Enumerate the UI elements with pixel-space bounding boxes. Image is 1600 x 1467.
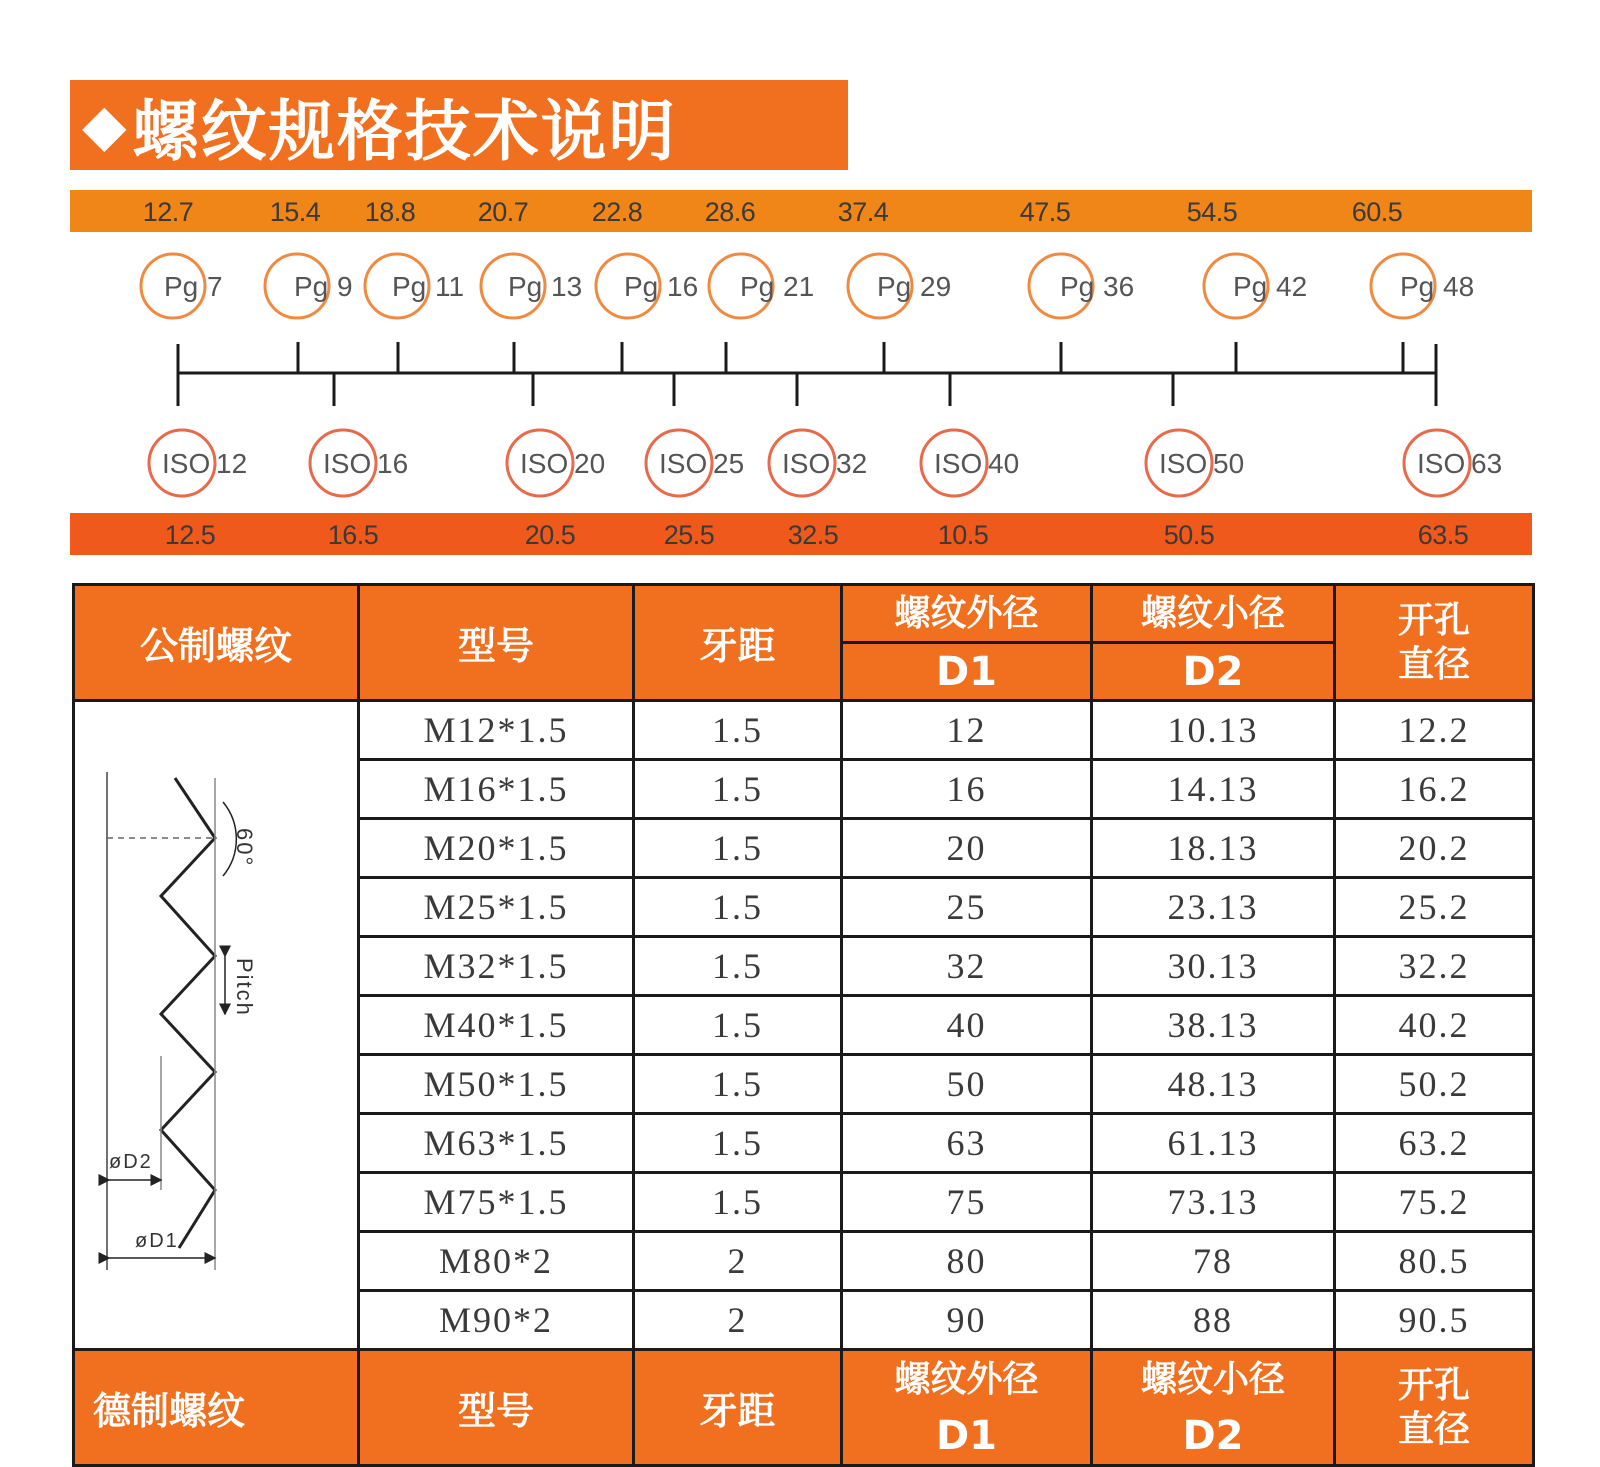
pg-model-header: 型号: [359, 1350, 634, 1466]
pg-label: Pg: [508, 271, 543, 302]
angle-label: 60°: [232, 828, 257, 868]
inner-diameter-cell: 14.13: [1092, 760, 1335, 819]
hole-diameter-cell: 25.2: [1335, 878, 1534, 937]
iso-number: 50: [1213, 448, 1245, 479]
iso-diameter-value: 32.5: [787, 520, 839, 550]
inner-diameter-cell: 61.13: [1092, 1114, 1335, 1173]
inner-diameter-cell: 48.13: [1092, 1055, 1335, 1114]
outer-diameter-header: 螺纹外径: [842, 585, 1092, 643]
iso-number: 16: [377, 448, 409, 479]
outer-diameter-cell: 25: [842, 878, 1092, 937]
pitch-cell: 1.5: [634, 996, 842, 1055]
pg-number: 11: [435, 271, 465, 302]
pg-number: 36: [1103, 271, 1135, 302]
pg-number: 29: [920, 271, 952, 302]
pitch-label: Pitch: [232, 958, 257, 1017]
model-cell: M63*1.5: [359, 1114, 634, 1173]
pg-label: Pg: [624, 271, 659, 302]
pg-number: 9: [337, 271, 353, 302]
model-cell: M50*1.5: [359, 1055, 634, 1114]
pg-inner-diameter-header: 螺纹小径: [1092, 1350, 1335, 1408]
pg-label: Pg: [877, 271, 912, 302]
iso-number: 40: [988, 448, 1020, 479]
inner-diameter-cell: 30.13: [1092, 937, 1335, 996]
outer-diameter-cell: 63: [842, 1114, 1092, 1173]
hole-diameter-cell: 40.2: [1335, 996, 1534, 1055]
iso-diameter-value: 20.5: [524, 520, 576, 550]
iso-diameter-value: 63.5: [1417, 520, 1469, 550]
pg-category-header: 德制螺纹: [74, 1350, 359, 1466]
pitch-cell: 1.5: [634, 937, 842, 996]
iso-label: ISO: [520, 448, 569, 479]
pitch-cell: 1.5: [634, 878, 842, 937]
metric-thread-table: [72, 583, 1535, 1467]
model-cell: M20*1.5: [359, 819, 634, 878]
model-cell: M75*1.5: [359, 1173, 634, 1232]
inner-diameter-header: 螺纹小径: [1092, 585, 1335, 643]
outer-diameter-cell: 12: [842, 701, 1092, 760]
pg-diameter-value: 20.7: [477, 197, 529, 227]
pg-diameter-value: 18.8: [364, 197, 416, 227]
inner-diameter-cell: 78: [1092, 1232, 1335, 1291]
pg-diameter-value: 54.5: [1186, 197, 1238, 227]
pitch-cell: 2: [634, 1232, 842, 1291]
outer-diameter-cell: 20: [842, 819, 1092, 878]
pg-label: Pg: [1060, 271, 1095, 302]
inner-diameter-cell: 18.13: [1092, 819, 1335, 878]
pg-number: 7: [207, 271, 223, 302]
pg-outer-diameter-subheader: D1: [842, 1408, 1092, 1466]
model-header: 型号: [359, 585, 634, 701]
iso-diameter-value: 12.5: [164, 520, 216, 550]
pg-number: 16: [667, 271, 699, 302]
pg-diameter-value: 15.4: [269, 197, 321, 227]
hole-diameter-cell: 75.2: [1335, 1173, 1534, 1232]
inner-diameter-cell: 88: [1092, 1291, 1335, 1350]
pg-diameter-value: 47.5: [1019, 197, 1071, 227]
model-cell: M32*1.5: [359, 937, 634, 996]
pitch-cell: 1.5: [634, 760, 842, 819]
outer-diameter-cell: 80: [842, 1232, 1092, 1291]
model-cell: M90*2: [359, 1291, 634, 1350]
iso-number: 25: [713, 448, 745, 479]
thread-zigzag: [161, 778, 215, 1248]
hole-diameter-cell: 16.2: [1335, 760, 1534, 819]
pg-label: Pg: [294, 271, 329, 302]
iso-diameter-value: 10.5: [937, 520, 989, 550]
pg-hole-header-line2: 直径: [1397, 1408, 1470, 1450]
pitch-header: 牙距: [634, 585, 842, 701]
pg-diameter-value: 12.7: [142, 197, 194, 227]
model-cell: M25*1.5: [359, 878, 634, 937]
pg-number: 48: [1443, 271, 1475, 302]
pg-diameter-value: 22.8: [591, 197, 643, 227]
diamond-icon: ◆: [82, 91, 127, 159]
outer-diameter-subheader: D1: [842, 643, 1092, 701]
pg-number: 21: [783, 271, 815, 302]
iso-label: ISO: [659, 448, 708, 479]
outer-diameter-cell: 32: [842, 937, 1092, 996]
metric-category-header: 公制螺纹: [74, 585, 359, 701]
iso-diameter-bar: [70, 513, 1532, 555]
thread-profile-diagram: [75, 710, 355, 1340]
pg-diameter-value: 28.6: [704, 197, 756, 227]
outer-diameter-cell: 40: [842, 996, 1092, 1055]
pitch-cell: 1.5: [634, 701, 842, 760]
thread-diagram-cell: [74, 701, 359, 1350]
iso-number: 32: [836, 448, 868, 479]
pitch-cell: 1.5: [634, 1055, 842, 1114]
pg-labels: [164, 271, 1474, 302]
hole-diameter-cell: 63.2: [1335, 1114, 1534, 1173]
iso-label: ISO: [782, 448, 831, 479]
pg-inner-diameter-subheader: D2: [1092, 1408, 1335, 1466]
model-cell: M40*1.5: [359, 996, 634, 1055]
pg-label: Pg: [740, 271, 775, 302]
hole-diameter-cell: 80.5: [1335, 1232, 1534, 1291]
pg-diameter-value: 37.4: [837, 197, 889, 227]
inner-diameter-cell: 73.13: [1092, 1173, 1335, 1232]
iso-label: ISO: [1417, 448, 1466, 479]
iso-diameter-value: 50.5: [1163, 520, 1215, 550]
pg-label: Pg: [164, 271, 199, 302]
outer-diameter-cell: 90: [842, 1291, 1092, 1350]
outer-diameter-cell: 75: [842, 1173, 1092, 1232]
hole-diameter-cell: 12.2: [1335, 701, 1534, 760]
model-cell: M12*1.5: [359, 701, 634, 760]
iso-diameter-value: 25.5: [663, 520, 715, 550]
model-cell: M80*2: [359, 1232, 634, 1291]
inner-diameter-cell: 10.13: [1092, 701, 1335, 760]
inner-diameter-cell: 23.13: [1092, 878, 1335, 937]
iso-label: ISO: [1159, 448, 1208, 479]
pg-hole-diameter-header: [1335, 1350, 1534, 1466]
inner-diameter-subheader: D2: [1092, 643, 1335, 701]
d1-label: øD1: [135, 1230, 179, 1252]
pg-diameter-value: 60.5: [1351, 197, 1403, 227]
thread-size-scale: [0, 0, 1600, 513]
pg-label: Pg: [392, 271, 427, 302]
iso-number: 20: [574, 448, 606, 479]
iso-label: ISO: [162, 448, 211, 479]
inner-diameter-cell: 38.13: [1092, 996, 1335, 1055]
iso-number: 63: [1471, 448, 1503, 479]
hole-diameter-cell: 50.2: [1335, 1055, 1534, 1114]
hole-header-line1: 开孔: [1397, 600, 1470, 642]
pg-number: 13: [551, 271, 583, 302]
hole-diameter-cell: 20.2: [1335, 819, 1534, 878]
pitch-cell: 1.5: [634, 1114, 842, 1173]
pitch-cell: 2: [634, 1291, 842, 1350]
hole-diameter-cell: 90.5: [1335, 1291, 1534, 1350]
hole-diameter-cell: 32.2: [1335, 937, 1534, 996]
pitch-cell: 1.5: [634, 1173, 842, 1232]
d2-label: øD2: [109, 1151, 153, 1173]
pg-number: 42: [1276, 271, 1308, 302]
outer-diameter-cell: 50: [842, 1055, 1092, 1114]
iso-label: ISO: [323, 448, 372, 479]
hole-diameter-header: [1335, 585, 1534, 701]
model-cell: M16*1.5: [359, 760, 634, 819]
outer-diameter-cell: 16: [842, 760, 1092, 819]
iso-diameter-value: 16.5: [327, 520, 379, 550]
pg-hole-header-line1: 开孔: [1397, 1365, 1470, 1407]
pg-label: Pg: [1400, 271, 1435, 302]
hole-header-line2: 直径: [1397, 643, 1470, 685]
iso-number: 12: [216, 448, 248, 479]
page-title: 螺纹规格技术说明: [132, 92, 677, 170]
table-row: [74, 701, 1534, 760]
pg-pitch-header: 牙距: [634, 1350, 842, 1466]
iso-label: ISO: [934, 448, 983, 479]
pg-outer-diameter-header: 螺纹外径: [842, 1350, 1092, 1408]
pitch-cell: 1.5: [634, 819, 842, 878]
pg-label: Pg: [1233, 271, 1268, 302]
